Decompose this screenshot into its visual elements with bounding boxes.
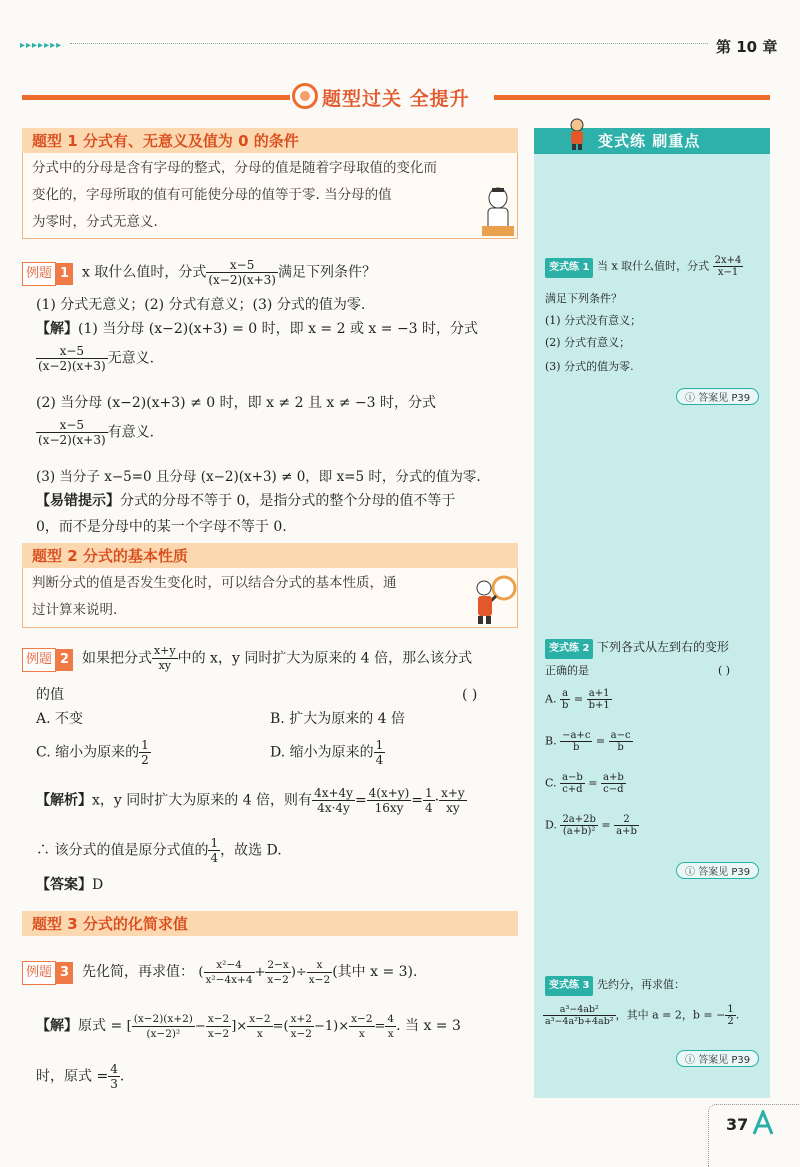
fraction [713, 255, 744, 278]
header-arrows: ▸▸▸▸▸▸▸ [20, 40, 63, 51]
example-1-solution-2: (2) 当分母 (x−2)(x+3) ≠ 0 时，即 x ≠ 2 且 x ≠ −3 时，分式 [36, 395, 437, 411]
denominator: 2 [141, 753, 149, 767]
fraction [609, 730, 633, 753]
denominator: a+b [616, 826, 637, 837]
solution-text: 时，原式 = [36, 1068, 109, 1085]
fraction [601, 772, 626, 795]
numerator: x−5 [206, 258, 278, 273]
example-2-answer [36, 874, 103, 896]
example-number: 2 [56, 649, 73, 671]
denominator: 4 [210, 851, 219, 865]
fraction [374, 738, 386, 767]
expression: ( $\frac{\text{x²−4}}{\text{x²−4x+4}}$ + $\frac{2-x}{x-2}$ )÷ $\frac{x}{x-2}$ [198, 959, 331, 986]
solution-text: 无意义. [107, 350, 155, 367]
denominator: (x−2)(x+3) [38, 433, 106, 447]
banner-bar-right [494, 95, 770, 100]
denominator: a³−4a²b+4ab² [545, 1016, 614, 1027]
sidebar-exercise-2 [545, 638, 765, 659]
exercise-text: 正确的是 [545, 664, 589, 677]
analysis-text: x，y 同时扩大为原来的 4 倍，则有 [92, 792, 313, 809]
exercise-text: 满足下列条件？ [545, 292, 622, 305]
fraction [560, 814, 597, 837]
type-1-tip [32, 155, 512, 236]
fraction [614, 814, 639, 837]
numerator: 1 [425, 786, 433, 800]
fraction [560, 772, 585, 795]
answer-paren: ( ) [718, 664, 731, 677]
answer-reference-label: 答案见 P39 [698, 393, 751, 404]
numerator: a [560, 688, 570, 700]
hint-icon: ⓘ [685, 393, 699, 404]
answer-reference-label: 答案见 P39 [698, 1055, 751, 1066]
option-text: C. 缩小为原来的 [36, 744, 140, 761]
numerator: 1 [727, 1004, 734, 1015]
answer-reference[interactable] [676, 862, 759, 879]
page-number: 37 [726, 1115, 749, 1134]
example-1-solution-3: (3) 当分子 x−5=0 且分母 (x−2)(x+3) ≠ 0，即 x=5 时，分式的值为零. [36, 469, 481, 485]
example-3-solution [36, 1012, 526, 1041]
numerator: a−c [610, 730, 631, 741]
denominator: 4x·4y [317, 801, 350, 815]
condition-text: ，其中 a = 2，b = − [615, 1008, 726, 1022]
option-c: C. $\frac{a-b}{c+d}$ = $\frac{a+b}{c-d}$ [545, 772, 624, 795]
denominator: 16xy [374, 801, 404, 815]
fraction [108, 1062, 120, 1091]
section-banner-title: 题型过关 全提升 [322, 88, 470, 110]
fraction [560, 688, 570, 711]
example-1-solution-2b [36, 418, 154, 447]
question-text: 满足下列条件？ [277, 264, 376, 281]
numerator: 2a+2b [562, 814, 596, 825]
example-1-solution-1 [36, 318, 522, 340]
mascot-a-icon [752, 1110, 774, 1136]
example-tag: 例题 [22, 262, 56, 286]
fraction [439, 786, 467, 815]
example-tag: 例题 [22, 961, 56, 985]
numerator: a+1 [587, 688, 612, 700]
example-2-analysis-2 [36, 836, 282, 865]
type-3-title: 题型 3 分式的化简求值 [32, 915, 188, 933]
solution-text: . [119, 1068, 125, 1085]
hint-icon: ⓘ [685, 1055, 699, 1066]
fraction [367, 786, 412, 815]
tip-line: 分式中的分母是含有字母的整式，分母的值是随着字母取值的变化而 [32, 160, 437, 176]
type-2-title: 题型 2 分式的基本性质 [32, 547, 188, 565]
header-divider [70, 43, 708, 44]
banner-bar-left [22, 95, 290, 100]
exercise-tag: 变式练 2 [545, 639, 593, 659]
denominator: (x−2)(x+3) [208, 273, 276, 287]
numerator: x+y [441, 786, 465, 800]
type-1-title: 题型 1 分式有、无意义及值为 0 的条件 [32, 132, 299, 150]
example-3-question [22, 958, 522, 987]
tip-line: 判断分式的值是否发生变化时，可以结合分式的基本性质，通 [32, 575, 397, 591]
tip-line: 为零时，分式无意义. [32, 214, 158, 230]
exercise-tag: 变式练 1 [545, 258, 593, 278]
denominator: x−1 [717, 267, 739, 278]
analysis-label: 【解析】 [36, 792, 92, 809]
denominator: (x−2)(x+3) [38, 359, 106, 373]
fraction [587, 688, 612, 711]
option-a: A. $\frac{a}{b}$ = $\frac{a+1}{b+1}$ [545, 688, 610, 711]
sidebar-exercise-1 [545, 255, 765, 278]
cartoon-figure-icon [566, 118, 588, 150]
tip-line: 变化的，字母所取的值有可能使分母的值等于零. 当分母的值 [32, 187, 392, 203]
fraction [208, 836, 220, 865]
example-2-analysis: 【解析】x，y 同时扩大为原来的 4 倍，则有 $\frac{4x+4y}{4x\cdot 4y}$ = $\frac{4(x+y)}{16xy}$ = $\frac{1}{4}$ · $\frac{x+y}{xy}$ [36, 786, 465, 815]
example-number: 3 [56, 962, 73, 984]
answer-value: D [92, 877, 104, 893]
question-text: 中的 x，y 同时扩大为原来的 4 倍，那么该分式 [177, 650, 473, 667]
magnifier-figure-icon [470, 574, 518, 626]
chapter-label: 第 10 章 [716, 38, 778, 56]
fraction [725, 1004, 735, 1027]
numerator: 1 [141, 738, 149, 752]
sidebar-exercise-3 [545, 976, 765, 996]
example-2-question-2: 的值 [36, 687, 64, 703]
example-1-question [22, 258, 518, 287]
question-text: x 取什么值时，分式 [81, 264, 207, 281]
analysis-text: ，故选 D. [220, 842, 282, 859]
expression: [ $\frac{(x-2)(x+2)}{\text{(x−2)²}}$ − $\frac{x-2}{x-2}$ ]× $\frac{x-2}{x}$ =( $\frac{x+2}{x-2}$ −1)× $\frac{x-2}{x}$ = $\frac{4}{x}$ [126, 1013, 395, 1040]
denominator: 3 [110, 1077, 118, 1091]
type-2-tip [32, 570, 502, 624]
fraction [543, 1004, 616, 1027]
denominator: b [617, 742, 624, 753]
numerator: x−5 [36, 418, 108, 433]
numerator: 1 [375, 738, 384, 752]
fraction [36, 418, 108, 447]
exercise-item: (3) 分式的值为零. [545, 360, 634, 373]
fraction [36, 344, 108, 373]
answer-reference-label: 答案见 P39 [698, 867, 751, 878]
fraction [139, 738, 151, 767]
solution-text: (1) 当分母 (x−2)(x+3) = 0 时，即 x = 2 或 x = −3 时，分式 [78, 321, 479, 337]
option-text: D. 缩小为原来的 [270, 744, 374, 761]
denominator: c−d [603, 784, 624, 795]
fraction [152, 644, 178, 673]
exercise-tag: 变式练 3 [545, 976, 593, 996]
hint-text: 分式的分母不等于 0，是指分式的整个分母的值不等于 [120, 493, 456, 509]
question-text: 如果把分式 [81, 650, 152, 667]
tip-line: 过计算来说明. [32, 602, 118, 618]
example-1-hint [36, 490, 522, 512]
exercise-text: 下列各式从左到右的变形 [596, 640, 729, 654]
hint-icon: ⓘ [685, 867, 699, 878]
solution-label: 【解】 [36, 321, 78, 337]
denominator: c+d [562, 784, 583, 795]
sidebar-title: 变式练 刷重点 [598, 132, 701, 150]
numerator: a+b [603, 772, 624, 783]
answer-label: 【答案】 [36, 877, 92, 893]
exercise-item: (1) 分式没有意义； [545, 314, 642, 327]
solution-text: . 当 x = 3 [396, 1018, 461, 1034]
option-label: A. [545, 692, 557, 706]
target-icon [292, 83, 318, 109]
option-b: B. 扩大为原来的 4 倍 [270, 711, 405, 727]
denominator: 4 [425, 801, 433, 815]
option-label: C. [545, 776, 557, 790]
period: . [735, 1008, 740, 1022]
option-label: D. [545, 818, 557, 832]
example-1-conditions: (1) 分式无意义；(2) 分式有意义；(3) 分式的值为零. [36, 297, 366, 313]
denominator: xy [158, 659, 171, 672]
exercise-expression [543, 1004, 739, 1027]
numerator: x−5 [36, 344, 108, 359]
numerator: 2 [614, 814, 639, 826]
numerator: a−b [562, 772, 583, 783]
answer-paren: ( ) [462, 687, 478, 703]
example-1-hint-2: 0，而不是分母中的某一个字母不等于 0. [36, 519, 287, 535]
answer-reference[interactable] [676, 388, 759, 405]
example-2-question [22, 644, 522, 673]
fraction [560, 730, 592, 753]
analysis-text: ∴ 该分式的值是原分式值的 [36, 842, 209, 859]
exercise-text: 当 x 取什么值时，分式 [596, 259, 710, 273]
exercise-text: 先约分，再求值： [596, 978, 685, 991]
answer-reference[interactable] [676, 1050, 759, 1067]
solution-label: 【解】 [36, 1018, 78, 1034]
fraction [312, 786, 355, 815]
numerator: 2x+4 [714, 255, 742, 266]
numerator: x+y [153, 644, 176, 657]
example-tag: 例题 [22, 648, 56, 672]
numerator: 4(x+y) [368, 786, 410, 800]
denominator: b [561, 700, 569, 711]
question-text: (其中 x = 3). [332, 964, 418, 980]
example-3-solution-2 [36, 1062, 124, 1091]
numerator: a³−4ab² [543, 1004, 616, 1016]
example-1-solution-1b [36, 344, 154, 373]
denominator: b [573, 742, 580, 753]
option-a: A. 不变 [36, 711, 84, 727]
solution-text: 原式 = [78, 1018, 123, 1034]
option-label: B. [545, 734, 557, 748]
denominator: xy [446, 801, 460, 815]
hint-label: 【易错提示】 [36, 493, 120, 509]
question-text: 先化简，再求值： [81, 964, 194, 980]
option-c [36, 738, 151, 767]
numerator: 4 [110, 1062, 118, 1076]
denominator: b+1 [588, 700, 610, 711]
option-d [270, 738, 385, 767]
denominator: (a+b)² [562, 826, 596, 837]
option-d: D. $\frac{2a+2b}{\text{(a+b)²}}$ = $\frac{2}{a+b}$ [545, 814, 637, 837]
numerator: 1 [210, 836, 219, 850]
numerator: −a+c [562, 730, 591, 741]
denominator: 4 [375, 753, 384, 767]
fraction [206, 258, 278, 287]
numerator: 4x+4y [314, 786, 353, 800]
denominator: 2 [727, 1016, 734, 1027]
exercise-item: (2) 分式有意义； [545, 336, 631, 349]
cartoon-thinker-icon [478, 186, 518, 238]
option-b: B. $\frac{-a+c}{b}$ = $\frac{a-c}{b}$ [545, 730, 631, 753]
solution-text: 有意义. [107, 424, 155, 441]
example-number: 1 [56, 263, 73, 285]
fraction [423, 786, 435, 815]
